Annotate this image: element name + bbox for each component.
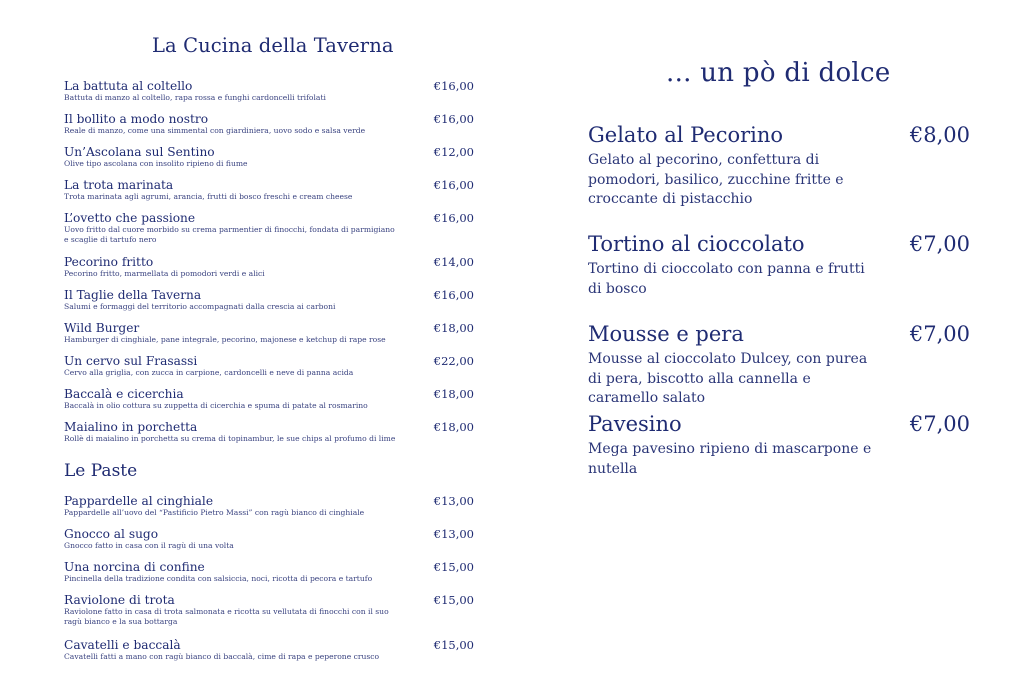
dessert-description: Mega pavesino ripieno di mascarpone e nutella — [588, 441, 872, 477]
dessert-name: Mousse e pera — [588, 322, 744, 346]
dish-description: Cavatelli fatti a mano con ragù bianco di baccalà, cime di rapa e peperone crusco — [64, 651, 380, 661]
list-item — [64, 638, 474, 671]
dessert-item — [588, 411, 970, 479]
dish-description: Pappardelle all’uovo del “Pastificio Pietro Massi” con ragù bianco di cinghiale — [64, 508, 365, 517]
dish-name: Raviolone di trota — [64, 593, 175, 608]
dish-description: Trota marinata agli agrumi, arancia, frutti di bosco freschi e cream cheese — [64, 192, 353, 202]
dish-name: La battuta al coltello — [64, 79, 193, 93]
list-item — [64, 527, 474, 560]
dish-name: La trota marinata — [64, 178, 174, 193]
dish-description: Pincinella della tradizione condita con salsiccia, noci, ricotta di pecora e tartufo — [64, 574, 373, 584]
dish-price: €18,00 — [433, 420, 474, 435]
list-item — [64, 288, 474, 321]
dessert-name: Gelato al Pecorino — [588, 123, 784, 147]
dish-price: €16,00 — [433, 79, 474, 93]
list-item — [64, 79, 474, 112]
dessert-name: Tortino al cioccolato — [588, 232, 805, 256]
dish-name: Gnocco al sugo — [64, 527, 159, 542]
dish-description: Gnocco fatto in casa con il ragù di una volta — [64, 541, 234, 551]
list-item — [64, 560, 474, 593]
dessert-title: ... un pò di dolce — [666, 58, 891, 88]
list-item — [64, 145, 474, 178]
dish-description: Battuta di manzo al coltello, rapa rossa e funghi cardoncelli trifolati — [64, 93, 326, 102]
dish-name: L’ovetto che passione — [64, 211, 196, 226]
dish-name: Maialino in porchetta — [64, 420, 198, 435]
dish-name: Pappardelle al cinghiale — [64, 494, 214, 508]
list-item — [64, 321, 474, 354]
dish-description: Olive tipo ascolana con insolito ripieno di fiume — [64, 159, 248, 169]
list-item — [64, 354, 474, 387]
list-item — [64, 112, 474, 145]
dish-price: €12,00 — [433, 145, 474, 160]
dish-price: €15,00 — [433, 637, 474, 652]
dish-description: Cervo alla griglia, con zucca in carpione, cardoncelli e neve di panna acida — [64, 368, 354, 378]
dish-price: €22,00 — [433, 354, 474, 369]
dessert-description: Gelato al pecorino, confettura di pomodori, basilico, zucchine fritte e croccante di pistacchio — [588, 152, 844, 207]
list-item — [64, 387, 474, 420]
dish-description: Pecorino fritto, marmellata di pomodori verdi e alici — [64, 268, 265, 278]
dessert-name: Pavesino — [588, 412, 682, 436]
dish-name: Baccalà e cicerchia — [64, 387, 184, 402]
dish-description: Rollè di maialino in porchetta su crema di topinambur, le sue chips al profumo di lime — [64, 434, 396, 444]
dish-name: Un’Ascolana sul Sentino — [64, 145, 215, 160]
list-item — [64, 593, 474, 638]
dish-name: Il Taglie della Taverna — [64, 287, 202, 302]
list-item — [64, 494, 474, 527]
dessert-description: Tortino di cioccolato con panna e frutti di bosco — [588, 261, 865, 297]
dish-description: Reale di manzo, come una simmental con giardiniera, uovo sodo e salsa verde — [64, 126, 366, 136]
dessert-item — [588, 231, 970, 299]
dish-price: €16,00 — [433, 112, 474, 127]
list-item — [64, 211, 474, 255]
dessert-item — [588, 122, 970, 210]
list-item — [64, 178, 474, 211]
dessert-description: Mousse al cioccolato Dulcey, con purea di pera, biscotto alla cannella e caramello salato — [588, 351, 868, 406]
pasta-list — [64, 494, 474, 671]
dessert-item — [588, 321, 970, 409]
dish-description: Salumi e formaggi del territorio accompagnati dalla crescia ai carboni — [64, 301, 336, 311]
dish-price: €14,00 — [433, 254, 474, 269]
dish-price: €13,00 — [433, 527, 474, 542]
list-item — [64, 420, 474, 453]
list-item — [64, 255, 474, 288]
dish-name: Cavatelli e baccalà — [64, 637, 181, 652]
dish-description: Baccalà in olio cottura su zuppetta di cicerchia e spuma di patate al rosmarino — [64, 401, 368, 411]
dish-name: Una norcina di confine — [64, 560, 205, 575]
dish-price: €15,00 — [433, 593, 474, 608]
dish-description: Hamburger di cinghiale, pane integrale, pecorino, majonese e ketchup di rape rose — [64, 335, 386, 345]
dish-price: €13,00 — [433, 494, 474, 508]
dessert-price: €7,00 — [909, 412, 970, 436]
dessert-price: €8,00 — [909, 123, 970, 147]
dish-description: Raviolone fatto in casa di trota salmonata e ricotta su vellutata di finocchi con il suo ragù bianco e la sua bottarga — [64, 607, 389, 627]
dish-price: €16,00 — [433, 178, 474, 193]
dish-price: €15,00 — [433, 560, 474, 575]
dish-price: €16,00 — [433, 287, 474, 302]
section-title-paste: Le Paste — [64, 461, 138, 481]
dish-name: Un cervo sul Frasassi — [64, 354, 198, 369]
dish-price: €18,00 — [433, 321, 474, 336]
dish-price: €16,00 — [433, 211, 474, 226]
dessert-price: €7,00 — [909, 322, 970, 346]
dessert-price: €7,00 — [909, 232, 970, 256]
dish-description: Uovo fritto dal cuore morbido su crema parmentier di finocchi, fondata di parmigiano e scaglie di tartufo nero — [64, 225, 395, 245]
page-title: La Cucina della Taverna — [152, 34, 394, 57]
dish-name: Wild Burger — [64, 321, 140, 336]
dish-name: Pecorino fritto — [64, 254, 154, 269]
main-dishes-list — [64, 79, 474, 453]
dish-price: €18,00 — [433, 387, 474, 402]
dish-name: Il bollito a modo nostro — [64, 112, 209, 127]
